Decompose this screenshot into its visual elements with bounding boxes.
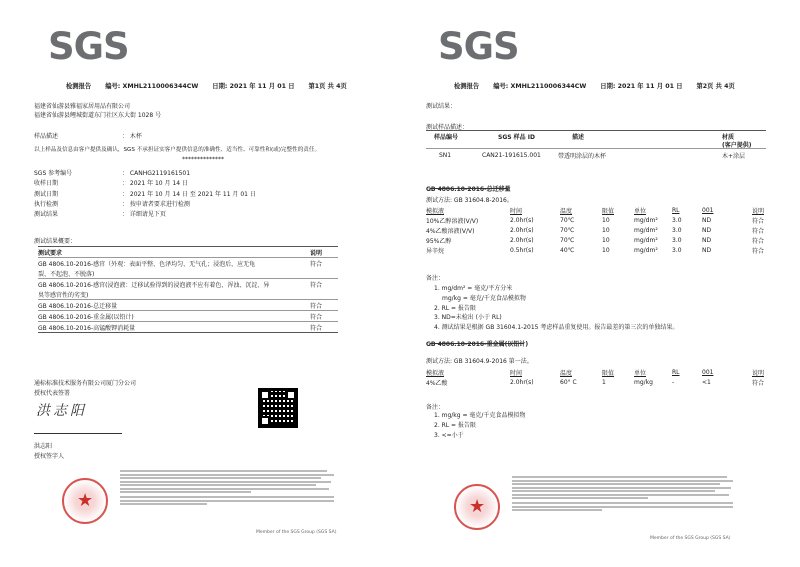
summary-req: GB 4806.10-2016-高锰酸钾消耗量	[38, 324, 136, 332]
note-line: 1. mg/kg = 毫克/千克食品模拟物	[434, 412, 526, 419]
notes-2	[434, 411, 525, 441]
summary-req: GB 4806.10-2016-感官(浸泡液：迁移试验得到的浸泡液不应有着色、浑浊、沉淀、异	[38, 281, 270, 289]
report-page-2	[400, 0, 800, 567]
cell: 0.5hr(s)	[510, 246, 534, 254]
sgs-seal-stamp	[454, 484, 500, 530]
cell: 70℃	[560, 216, 575, 224]
th-temp: 温度	[560, 369, 573, 377]
cell: 符合	[752, 237, 765, 245]
disclaimer: 以上样品及信息由客户提供及确认，SGS 不承担证实客户提供信息的准确性、适当性、可靠性和(或)完整性的责任。	[34, 147, 321, 153]
info-label: 收样日期	[34, 180, 59, 188]
summary-header	[38, 247, 338, 257]
cell: 10	[602, 236, 610, 244]
handwritten-signature: 洪志阳	[36, 403, 87, 419]
page-number: 第1页 共 4页	[308, 83, 347, 90]
info-label: 测试结果	[34, 211, 59, 219]
cell: mg/dm²	[634, 216, 658, 224]
summary-header-note: 说明	[310, 249, 323, 257]
cell: 3.0	[672, 226, 682, 234]
info-row	[34, 189, 256, 199]
info-table	[34, 168, 256, 219]
table-row	[426, 377, 764, 387]
summary-note: 符合	[310, 313, 323, 321]
summary-row	[38, 289, 338, 299]
sample-desc-title: 测试样品描述：	[426, 124, 469, 131]
notes-label-1: 备注：	[426, 275, 445, 282]
th-limit: 限值	[602, 369, 615, 377]
sample-desc: 带透明涂层的木杯	[558, 152, 607, 160]
qr-finder	[260, 390, 270, 400]
table-row	[426, 225, 764, 235]
star-icon: ★	[77, 490, 94, 511]
th-simulant: 模拟液	[426, 207, 445, 215]
cell: ND	[702, 226, 712, 234]
sample-row	[426, 149, 766, 161]
sgs-logo: SGS	[48, 25, 129, 68]
sample-sgs-id: CAN21-191615.001	[482, 151, 541, 159]
sample-table	[426, 130, 766, 161]
col-material-sub: (客户提供)	[722, 142, 752, 149]
separator-stars: **************	[182, 156, 224, 163]
heavy-metal-table	[426, 367, 764, 387]
signer-title: 授权签字人	[34, 453, 65, 460]
info-label: 执行检测	[34, 200, 59, 208]
cell: mg/dm²	[634, 236, 658, 244]
cell: 10	[602, 246, 610, 254]
cell: 2.0hr(s)	[510, 236, 534, 244]
info-value: ： 详细请见下页	[122, 211, 166, 219]
cell: 3.0	[672, 216, 682, 224]
cell: 2.0hr(s)	[510, 378, 534, 386]
info-value: ： CANHG2119161501	[122, 170, 191, 177]
th-time: 时间	[510, 369, 523, 377]
sample-desc-value: ： 木杯	[122, 133, 142, 140]
th-rl: RL	[672, 368, 680, 376]
table-header	[426, 205, 764, 215]
note-line: 1. mg/dm² = 毫克/平方分米	[434, 285, 513, 292]
cell: 1	[602, 378, 606, 386]
cell: <1	[702, 378, 711, 386]
client-address: 福建省仙游县鲤城街道东门社区东大街 1028 号	[34, 112, 162, 119]
cell: 2.0hr(s)	[510, 216, 534, 224]
report-number: 编号: XMHL2110006344CW	[105, 83, 199, 90]
cell: 60° C	[560, 378, 577, 386]
report-date: 日期: 2021 年 11 月 01 日	[600, 83, 683, 90]
section2-title: GB 4806.10-2016-重金属(以铅计)	[426, 341, 529, 348]
summary-row	[38, 279, 338, 289]
summary-req: GB 4806.10-2016-总迁移量	[38, 302, 118, 310]
th-rl: RL	[672, 206, 680, 214]
col-desc: 描述	[572, 133, 585, 141]
page-number: 第2页 共 4页	[696, 83, 735, 90]
member-text: Member of the SGS Group (SGS SA)	[256, 530, 337, 535]
summary-note: 符合	[310, 324, 323, 332]
summary-title: 测试结果概要：	[34, 238, 77, 245]
cell: 10	[602, 216, 610, 224]
signature-line	[34, 433, 122, 434]
qr-code	[258, 388, 298, 428]
cell: ND	[702, 236, 712, 244]
star-icon: ★	[469, 496, 486, 517]
th-note: 说明	[752, 369, 765, 377]
cell: 3.0	[672, 236, 682, 244]
client-name: 福建省仙游县雅福家居用品有限公司	[34, 103, 131, 110]
summary-row	[38, 322, 338, 332]
cell: 符合	[752, 247, 765, 255]
report-number: 编号: XMHL2110006344CW	[493, 83, 587, 90]
col-sample-no: 样品编号	[434, 133, 459, 141]
sample-no: SN1	[439, 151, 452, 159]
note-line: 2. RL = 报告限	[434, 422, 476, 429]
summary-row	[38, 268, 338, 278]
cell: 4%乙酸	[426, 379, 448, 387]
divider	[38, 332, 338, 333]
note-line: 2. RL = 报告限	[434, 304, 476, 312]
cell: 70℃	[560, 226, 575, 234]
method2: 测试方法: GB 31604.9-2016 第一法。	[426, 358, 533, 365]
note-line: 3. <=小于	[434, 432, 464, 439]
cell: 2.0hr(s)	[510, 226, 534, 234]
summary-req: 臭等感官性的劣变)	[38, 291, 89, 299]
member-text: Member of the SGS Group (SGS SA)	[650, 536, 731, 541]
section2-underline	[430, 343, 524, 344]
cell: 40℃	[560, 246, 575, 254]
sample-header	[426, 131, 766, 141]
th-time: 时间	[510, 207, 523, 215]
qr-finder	[286, 390, 296, 400]
summary-note: 符合	[310, 260, 323, 268]
summary-header-req: 测试要求	[38, 249, 63, 257]
summary-row	[38, 258, 338, 268]
th-note: 说明	[752, 207, 765, 215]
summary-req: 裂、不起泡、不脱落)	[38, 270, 95, 278]
th-unit: 单位	[634, 207, 647, 215]
cell: 95%乙醇	[426, 237, 452, 245]
cell: ND	[702, 246, 712, 254]
cell: 3.0	[672, 246, 682, 254]
info-value: ： 2021 年 10 月 14 日	[122, 180, 188, 188]
cell: 异辛烷	[426, 247, 445, 255]
sgs-seal-stamp	[62, 478, 108, 524]
signer-name: 洪志阳	[34, 443, 53, 450]
notes-label-2: 备注：	[426, 404, 445, 411]
page-header	[454, 81, 749, 90]
summary-note: 符合	[310, 281, 323, 289]
migration-table	[426, 205, 764, 255]
summary-note: 符合	[310, 302, 323, 310]
report-date: 日期: 2021 年 11 月 01 日	[212, 83, 295, 90]
th-limit: 限值	[602, 207, 615, 215]
section1-title: GB 4806.10-2016-总迁移量	[426, 186, 511, 193]
cell: mg/dm²	[634, 226, 658, 234]
info-value: ： 按申请者要求进行检测	[122, 200, 190, 208]
notes-1	[434, 284, 678, 333]
cell: 70℃	[560, 236, 575, 244]
info-row	[34, 168, 256, 178]
info-label: SGS 参考编号	[34, 170, 73, 177]
cell: 10%乙醇溶液(V/V)	[426, 217, 479, 225]
note-line: mg/kg = 毫克/千克食品模拟物	[442, 294, 526, 302]
table-header	[426, 367, 764, 377]
table-row	[426, 245, 764, 255]
note-line: 4. 测试结果是根据 GB 31604.1-2015 考虑样品重复使用。报告最差的第三次的单独结果。	[434, 324, 679, 332]
legal-fine-print	[512, 476, 738, 526]
th-sample: 001	[702, 206, 714, 214]
info-label: 测试日期	[34, 190, 59, 198]
summary-req: GB 4806.10-2016-重金属(以铅计)	[38, 313, 134, 321]
info-row	[34, 178, 256, 188]
info-row	[34, 209, 256, 219]
th-sample: 001	[702, 368, 714, 376]
cell: ND	[702, 216, 712, 224]
cell: mg/dm²	[634, 246, 658, 254]
method1: 测试方法: GB 31604.8-2016。	[426, 197, 513, 204]
sample-material: 木+涂层	[722, 152, 746, 160]
company-name: 通标标准技术服务有限公司厦门分公司	[34, 380, 137, 387]
sgs-logo: SGS	[438, 25, 519, 68]
table-row	[426, 235, 764, 245]
report-label: 检测报告	[454, 83, 480, 90]
legal-fine-print	[120, 470, 338, 520]
th-unit: 单位	[634, 369, 647, 377]
summary-table	[38, 246, 338, 333]
info-value: ： 2021 年 10 月 14 日 至 2021 年 11 月 01 日	[122, 190, 256, 198]
table-row	[426, 215, 764, 225]
report-label: 检测报告	[66, 83, 92, 90]
section1-underline	[430, 188, 508, 189]
cell: 符合	[752, 217, 765, 225]
summary-req: GB 4806.10-2016-感官（外观：表面平整、色泽均匀、无气孔；浸泡后，应无龟	[38, 260, 256, 268]
th-simulant: 模拟液	[426, 369, 445, 377]
cell: 10	[602, 226, 610, 234]
summary-row	[38, 311, 338, 321]
results-title: 测试结果：	[426, 103, 457, 110]
col-material: 材质	[722, 133, 735, 141]
qr-finder	[260, 416, 270, 426]
cell: -	[672, 378, 675, 386]
sample-header-2	[426, 141, 766, 148]
col-sgs-id: SGS 样品 ID	[498, 133, 535, 141]
th-temp: 温度	[560, 207, 573, 215]
cell: 符合	[752, 379, 765, 387]
summary-row	[38, 300, 338, 310]
page-header	[66, 81, 361, 90]
info-row	[34, 199, 256, 209]
sample-desc-label: 样品描述	[34, 133, 59, 140]
note-line: 3. ND=未检出 (小于 RL)	[434, 314, 502, 322]
cell: 符合	[752, 227, 765, 235]
cell: 4%乙酸溶液(V/V)	[426, 227, 475, 235]
authorized-label: 授权代表签署	[34, 390, 71, 397]
cell: mg/kg	[634, 378, 653, 386]
